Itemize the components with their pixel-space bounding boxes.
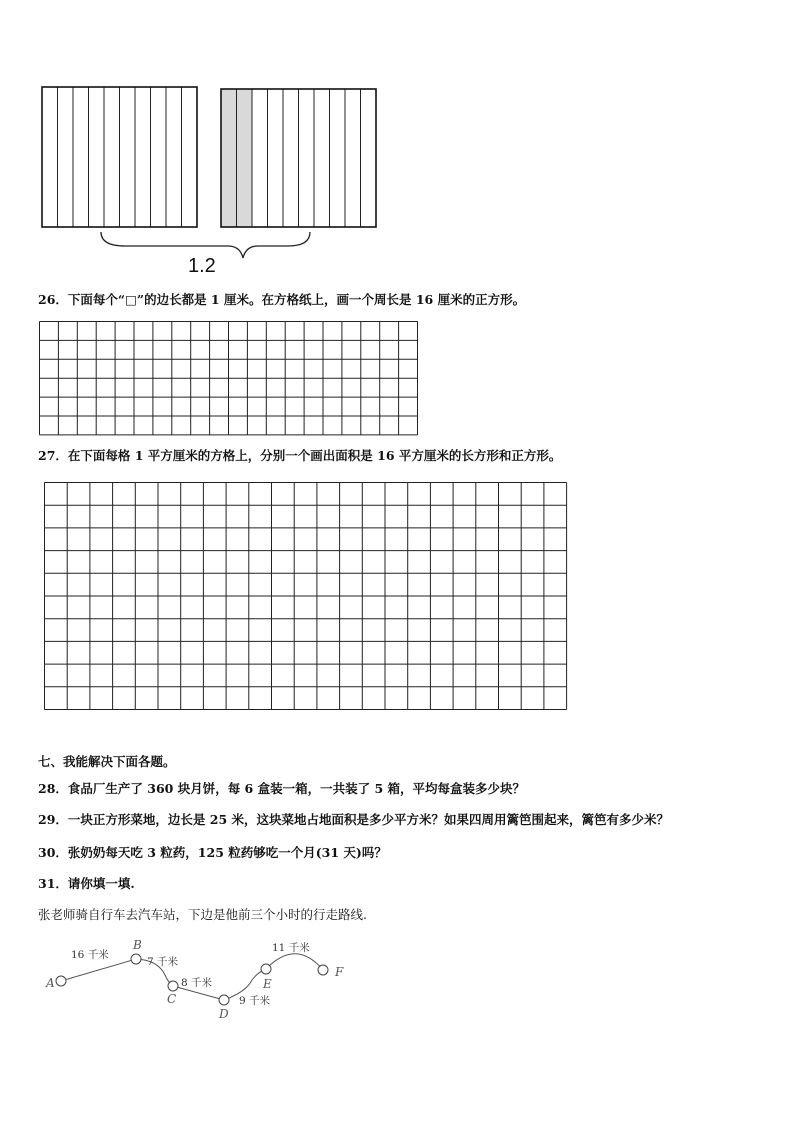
distance-ab: 16 千米 xyxy=(71,949,109,961)
distance-de: 9 千米 xyxy=(239,995,271,1007)
grid-question-26[interactable] xyxy=(39,321,419,437)
route-label-f: F xyxy=(335,965,344,979)
route-label-d: D xyxy=(219,1007,229,1021)
question-31: 31．请你填一填. xyxy=(38,876,135,891)
left-strip-rectangle xyxy=(42,87,197,227)
strip xyxy=(252,89,268,227)
brace-label: 1.2 xyxy=(188,255,216,277)
route-point-f xyxy=(318,965,328,975)
strip xyxy=(330,89,346,227)
strip xyxy=(268,89,284,227)
route-label-b: B xyxy=(133,938,142,952)
route-point-b xyxy=(131,954,141,964)
route-point-a xyxy=(56,976,66,986)
strip xyxy=(314,89,330,227)
strip xyxy=(299,89,315,227)
strip xyxy=(73,87,89,227)
question-29: 29．一块正方形菜地，边长是 25 米，这块菜地占地面积是多少平方米？如果四周用篱笆围起来，篱笆有多少米？ xyxy=(38,812,669,827)
question-27: 27．在下面每格 1 平方厘米的方格上，分别一个画出面积是 16 平方厘米的长方形和正方形。 xyxy=(38,448,562,463)
strip xyxy=(151,87,167,227)
route-label-e: E xyxy=(263,977,272,991)
route-point-c xyxy=(168,981,178,991)
question-30: 30．张奶奶每天吃 3 粒药，125 粒药够吃一个月(31 天)吗？ xyxy=(38,845,387,860)
distance-cd: 8 千米 xyxy=(181,977,213,989)
strip xyxy=(166,87,182,227)
right-strip-rectangle xyxy=(221,89,376,227)
strip xyxy=(104,87,120,227)
strip xyxy=(283,89,299,227)
question-31-subtext: 张老师骑自行车去汽车站，下边是他前三个小时的行走路线. xyxy=(38,907,367,922)
strip xyxy=(58,87,74,227)
distance-bc: 7 千米 xyxy=(147,956,179,968)
route-diagram xyxy=(0,930,400,1030)
route-label-a: A xyxy=(46,976,55,990)
route-point-d xyxy=(219,995,229,1005)
question-28: 28．食品厂生产了 360 块月饼，每 6 盒装一箱，一共装了 5 箱，平均每盒装多少块？ xyxy=(38,781,525,796)
route-point-e xyxy=(261,964,271,974)
strip xyxy=(182,87,198,227)
strip xyxy=(120,87,136,227)
strip xyxy=(89,87,105,227)
decimal-figure xyxy=(0,0,400,280)
route-label-c: C xyxy=(167,992,177,1006)
question-26: 26．下面每个“□”的边长都是 1 厘米。在方格纸上，画一个周长是 16 厘米的正方形。 xyxy=(38,292,526,307)
distance-ef: 11 千米 xyxy=(272,942,310,954)
strip xyxy=(361,89,377,227)
strip xyxy=(345,89,361,227)
strip xyxy=(237,89,253,227)
strip xyxy=(221,89,237,227)
grid-question-27[interactable] xyxy=(44,482,568,710)
strip xyxy=(42,87,58,227)
section-7-title: 七、我能解决下面各题。 xyxy=(38,754,176,769)
strip xyxy=(135,87,151,227)
